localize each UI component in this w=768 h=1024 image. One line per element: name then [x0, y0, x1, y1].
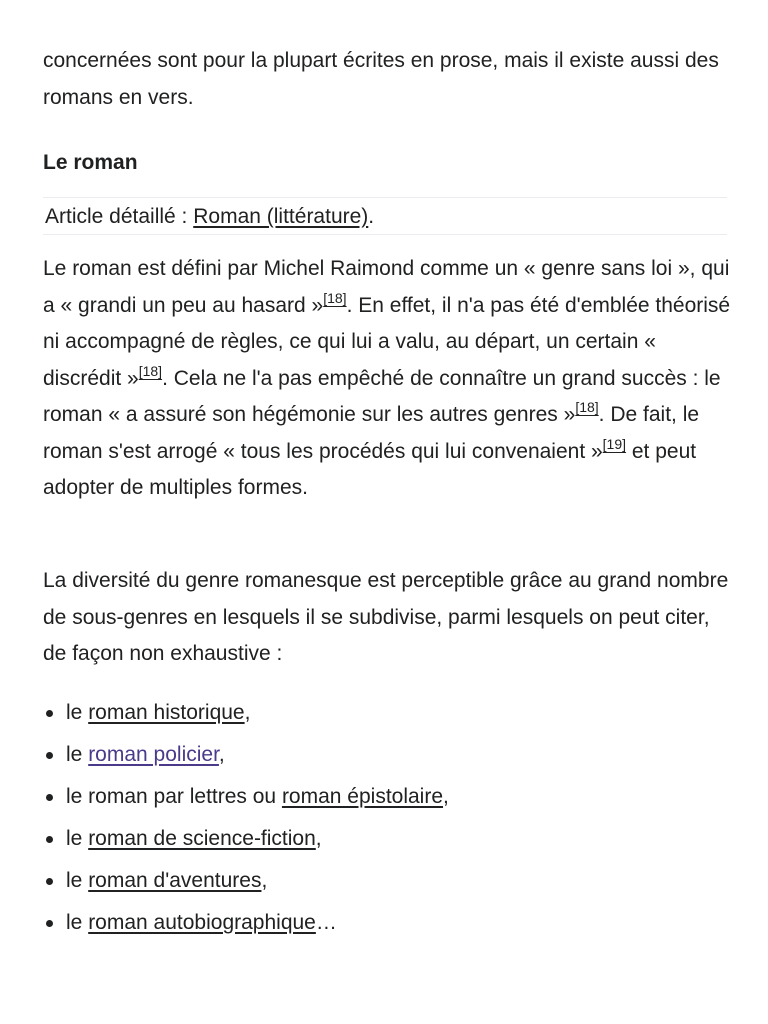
para1-text-3: . Cela ne l'a pas empêché de connaître un grand succès : le roman « a assuré son hégémonie sur les autres genres » — [43, 366, 721, 426]
reference-link[interactable]: [19] — [602, 435, 627, 452]
list-item-link[interactable]: roman épistolaire — [281, 785, 444, 808]
list-item — [43, 818, 449, 860]
hatnote-suffix: . — [368, 205, 375, 228]
bullet-icon — [46, 752, 53, 759]
reference-link[interactable]: [18] — [138, 362, 163, 379]
bullet-icon — [46, 794, 53, 801]
subgenre-list — [43, 692, 449, 944]
list-item-suffix: , — [244, 701, 251, 724]
list-item-prefix: le — [66, 743, 89, 766]
hatnote-prefix: Article détaillé : — [45, 205, 194, 228]
bullet-icon — [46, 920, 53, 927]
paragraph-roman-definition — [43, 251, 733, 507]
list-item — [43, 734, 449, 776]
para1-text-5: et peut adopter de multiples formes. — [43, 439, 697, 499]
list-item-suffix: , — [218, 743, 225, 766]
reference-link[interactable]: [18] — [575, 399, 599, 415]
list-item — [43, 860, 449, 902]
bullet-icon — [46, 878, 53, 885]
list-item-prefix: le — [66, 701, 89, 724]
list-item-suffix: , — [261, 869, 268, 892]
list-item-link[interactable]: roman d'aventures — [88, 869, 262, 892]
paragraph-diversity: La diversité du genre romanesque est perceptible grâce au grand nombre de sous-genres en lesquels il se subdivise, parmi lesquels on peut citer, de façon non exhaustive : — [43, 569, 729, 665]
list-item-suffix: , — [315, 827, 322, 850]
list-item-link[interactable]: roman de science-fiction — [88, 827, 316, 850]
bullet-icon — [46, 710, 53, 717]
hatnote — [43, 197, 727, 235]
list-item-prefix: le — [66, 911, 89, 934]
section-heading: Le roman — [43, 151, 138, 174]
para1-text-4: . De fait, le roman s'est arrogé « tous les procédés qui lui convenaient » — [43, 403, 700, 463]
list-item-link[interactable]: roman policier — [88, 743, 219, 766]
list-item-suffix: , — [443, 785, 449, 808]
list-item-link[interactable]: roman historique — [88, 701, 245, 724]
list-item-prefix: le roman par lettres ou — [66, 785, 282, 808]
para1-text-1: Le roman est défini par Michel Raimond comme un « genre sans loi », qui a « grandi un peu au hasard » — [43, 257, 730, 317]
list-item — [43, 902, 449, 944]
list-item-prefix: le — [66, 869, 89, 892]
list-item-suffix: … — [315, 911, 337, 934]
list-item-prefix: le — [66, 827, 89, 850]
para1-text-2: . En effet, il n'a pas été d'emblée théorisé ni accompagné de règles, ce qui lui a valu, au départ, un certain « discrédit » — [43, 293, 731, 390]
bullet-icon — [46, 836, 53, 843]
reference-link[interactable]: [18] — [323, 289, 347, 306]
intro-paragraph: concernées sont pour la plupart écrites en prose, mais il existe aussi des romans en vers. — [43, 49, 719, 109]
list-item — [43, 692, 449, 734]
list-item — [43, 776, 449, 818]
hatnote-link[interactable]: Roman (littérature) — [193, 205, 369, 228]
list-item-link[interactable]: roman autobiographique — [88, 911, 316, 934]
